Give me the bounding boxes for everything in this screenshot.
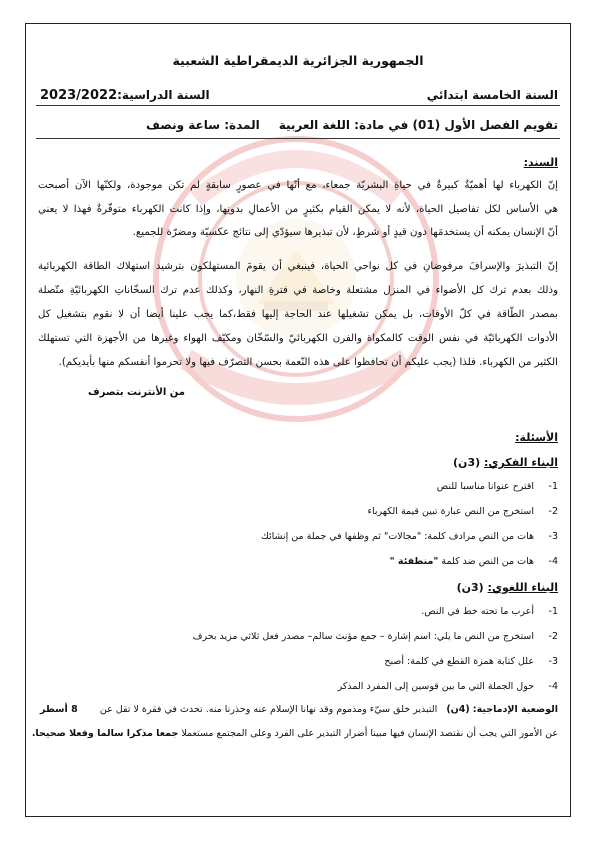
question-text: اقترح عنوانا مناسبا للنص xyxy=(436,481,534,492)
integration-line-1 xyxy=(38,704,558,715)
exam-duration: المدة: ساعة ونصف xyxy=(146,118,260,132)
republic-title: الجمهورية الجزائرية الديمقراطية الشعبية xyxy=(172,53,424,68)
exam-page xyxy=(25,23,571,817)
question-number: 1- xyxy=(548,606,558,617)
question-text: استخرج من النص عبارة تبين قيمة الكهرباء xyxy=(367,506,534,517)
text-source: من الأنترنت بتصرف xyxy=(88,387,185,398)
grade-level: السنة الخامسة ابتدائي xyxy=(426,88,558,102)
text-line: بمصدر الطّاقة في كلّ الأوقات، بل يمكن تشغيلها عند الحاجة إليها فقط،كما يجب علينا أيضا أن لا نقوم بتشغيل كل xyxy=(38,309,558,320)
question-text: هات من النص مرادف كلمة: "مجالات" ثم وظفها في جملة من إنشائك xyxy=(260,531,534,542)
question-text: حول الجملة التي ما بين قوسين إلى المفرد المذكر xyxy=(337,681,534,692)
integration-line-2 xyxy=(31,728,558,739)
text-label-underlined: السند: xyxy=(523,156,558,169)
header-divider-1 xyxy=(36,105,560,106)
question-number: 2- xyxy=(548,506,558,517)
integration-text: التبذير خلق سيّء ومذموم وقد نهانا الإسلام عنه وحذرنا منه. تحدث في فقرة لا تقل عن xyxy=(99,704,438,715)
question-number: 3- xyxy=(548,656,558,667)
header-divider-2 xyxy=(36,138,560,139)
question-text: هات من النص ضد كلمة xyxy=(441,556,534,567)
antonym-word: "منطفئة " xyxy=(389,556,439,567)
questions-label xyxy=(38,431,558,444)
question-number: 4- xyxy=(548,681,558,692)
question-text: علل كتابة همزة القطع في كلمة: أصبح xyxy=(384,656,534,667)
linguistic-points: (3ن) xyxy=(456,581,484,594)
question-text: استخرج من النص ما يلي: اسم إشارة – جمع مؤنث سالم– مصدر فعل ثلاثي مزيد بحرف xyxy=(192,631,534,642)
question-item xyxy=(38,531,558,542)
school-year-value: 2023/2022 xyxy=(40,88,118,103)
school-year-label: السنة الدراسية: xyxy=(117,88,210,102)
question-item xyxy=(38,631,558,642)
question-item xyxy=(38,481,558,492)
text-line: وذلك بعدم ترك كل الأضواء في المنزل مشتعلة وخاصة في فترةِ النهار، وكذلك عدم ترك السخّاناتِ الكهربائيّةِ متّصلة xyxy=(38,285,558,296)
question-item xyxy=(38,656,558,667)
question-number: 3- xyxy=(548,531,558,542)
question-number: 1- xyxy=(548,481,558,492)
question-item xyxy=(38,606,558,617)
questions-label-underlined: الأسئلة: xyxy=(515,431,558,444)
text-label xyxy=(38,156,558,169)
question-item xyxy=(38,681,558,692)
text-line: الأدوات الكهربائيّة في نفس الوقت كالمكواة والفرن الكهربائيّ والسّخّان ومكيّف الهواء وغيرها من الأجهزة التي تستهلك xyxy=(38,333,558,344)
stamp-watermark xyxy=(146,129,446,429)
text-line: إنّ الكهرباء لها أهميّةٌ كبيرةٌ في حياةِ البشريّة جمعاء، مع أنّها في عصورٍ سابقةٍ لم تكن موجودة، ولكنّها الآن أصبحت xyxy=(38,180,558,191)
question-item xyxy=(38,556,558,567)
school-year xyxy=(40,88,210,103)
text-line: أنّ الإنسان يمكنه أن يستخدمَها دون قيدٍ أو شرطٍ، لأن تبذيرها سيؤدّي إلى نتائج عكسيّة ومضرّة للجميع. xyxy=(132,227,558,238)
text-line: إنّ التبذيرَ والإسرافَ مرفوضانِ في كل نواحي الحياة، فينبغي أن يقومَ المستهلكون بترشيد استهلاك الطاقة الكهربائية xyxy=(38,261,558,272)
integration-emphasis: جمعا مذكرا سالما وفعلا صحيحا. xyxy=(31,728,179,739)
integration-line-count: 8 أسطر xyxy=(40,704,78,715)
question-item xyxy=(38,506,558,517)
intellectual-title: البناء الفكري: xyxy=(483,456,558,469)
text-line: هي الأساس لكل تفاصيل الحياة، لأنه لا يمكن القيام بكثيرٍ من الأعمالِ بدونِها، وإذا كانت الكهرباء متوفّرةٌ فهذا لا يعني xyxy=(38,204,558,215)
linguistic-title: البناء اللغوي: xyxy=(487,581,558,594)
integration-title: الوضعية الإدماجية: xyxy=(472,704,558,715)
integration-points: (4ن) xyxy=(446,704,470,715)
exam-title: تقويم الفصل الأول (01) في مادة: اللغة العربية xyxy=(278,118,558,132)
question-number: 4- xyxy=(548,556,558,567)
intellectual-points: (3ن) xyxy=(453,456,481,469)
question-text: أعرب ما تحته خط في النص. xyxy=(421,606,534,617)
intellectual-section-title xyxy=(38,456,558,469)
integration-text-2: عن الأمور التي يجب أن نقتصد الإنسان فيها مبينا أضرار التبذير على الفرد وعلى المجتمع مستعملا xyxy=(181,728,558,739)
text-line: الكثير من الكهرباء. فلذا (يجب عليكم أن تحافظوا على هذه النّعمة بحسن التصرّف فيها ولا تحرموا أنفسكم منها بأيديكم). xyxy=(58,357,558,368)
linguistic-section-title xyxy=(38,581,558,594)
question-number: 2- xyxy=(548,631,558,642)
